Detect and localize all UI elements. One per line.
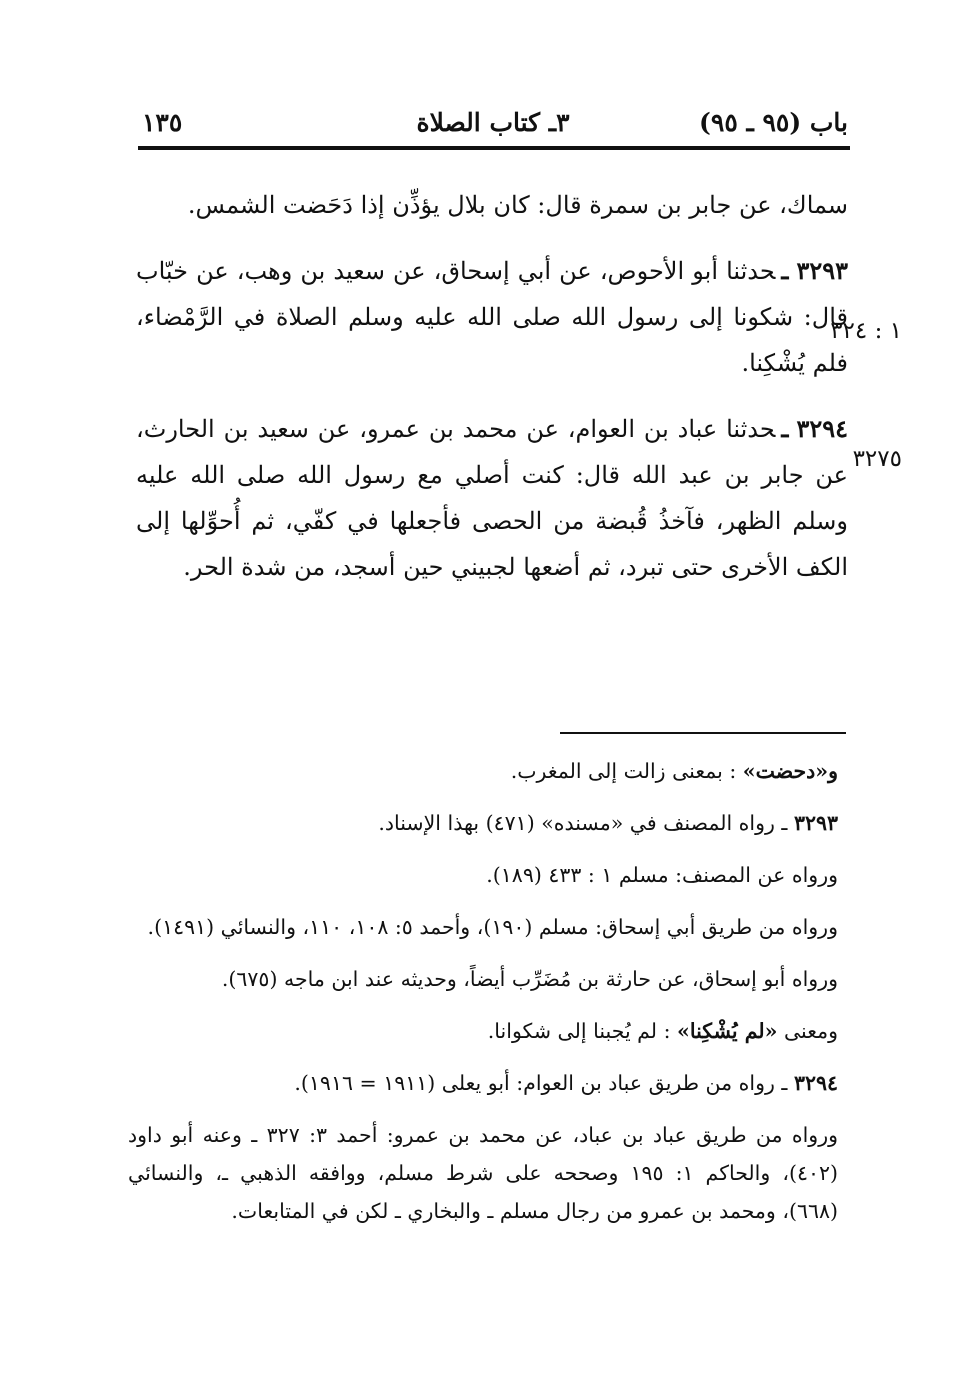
book-title: ٣ـ كتاب الصلاة xyxy=(416,108,570,137)
footnote-text: : لم يُجبنا إلى شكوانا. xyxy=(487,1019,671,1043)
footnote-2 xyxy=(128,804,838,842)
page-number: ١٣٥ xyxy=(142,108,183,137)
footnote-7 xyxy=(128,1064,838,1102)
margin-ref-2: ٣٢٧٥ xyxy=(852,446,902,472)
footnote-6 xyxy=(128,1012,838,1050)
chapter-heading: باب (٩٥ ـ ٩٥) xyxy=(699,108,848,137)
footnote-8: ورواه من طريق عباد بن عباد، عن محمد بن عمرو: أحمد ٣: ٣٢٧ ـ وعنه أبو داود (٤٠٢)، والحاكم ١: ١٩٥ وصححه على شرط مسلم، ووافقه الذهبي ـ، والنسائي (٦٦٨)، ومحمد بن عمرو من رجال مسلم ـ والبخاري ـ لكن في المتابعات. xyxy=(128,1123,838,1223)
footnote-3: ورواه عن المصنف: مسلم ١ : ٤٣٣ (١٨٩). xyxy=(486,863,838,887)
footnote-text: : بمعنى زالت إلى المغرب. xyxy=(510,759,737,783)
footnote-term: و«دحضت» xyxy=(742,759,838,783)
hadith-dash: ـ xyxy=(781,256,789,285)
hadith-number: ٣٢٩٤ xyxy=(796,414,848,443)
footnote-number: ٣٢٩٣ xyxy=(793,811,838,835)
footnote-5: ورواه أبو إسحاق، عن حارثة بن مُضَرِّب أيضاً، وحديثه عند ابن ماجه (٦٧٥). xyxy=(221,967,838,991)
hadith-text: حدثنا أبو الأحوص، عن أبي إسحاق، عن سعيد بن وهب، عن خبّاب قال: شكونا إلى رسول الله صلى الله عليه وسلم الصلاة في الرَّمْضاء، فلم يُشْكِنا. xyxy=(136,257,848,377)
hadith-dash: ـ xyxy=(781,414,789,443)
main-text xyxy=(136,182,848,590)
running-header xyxy=(138,98,848,142)
footnote-term: «لم يُشْكِنا» xyxy=(677,1019,778,1043)
paragraph-continuation: سماك، عن جابر بن سمرة قال: كان بلال يؤذِّن إذا دَحَضت الشمس. xyxy=(187,191,848,219)
footnote-1 xyxy=(128,752,838,790)
footnote-separator xyxy=(560,732,846,734)
footnote-number: ٣٢٩٤ xyxy=(793,1071,838,1095)
footnote-lead: ومعنى xyxy=(783,1019,838,1043)
footnotes xyxy=(128,752,838,1236)
footnote-text: ـ رواه المصنف في «مسنده» (٤٧١) بهذا الإسناد. xyxy=(378,811,788,835)
hadith-3294 xyxy=(136,406,848,590)
footnote-text: ـ رواه من طريق عباد بن العوام: أبو يعلى (١٩١١ = ١٩١٦). xyxy=(294,1071,788,1095)
footnote-4: ورواه من طريق أبي إسحاق: مسلم (١٩٠)، وأحمد ٥: ١٠٨، ١١٠، والنسائي (١٤٩١). xyxy=(147,915,838,939)
hadith-text: حدثنا عباد بن العوام، عن محمد بن عمرو، عن سعيد بن الحارث، عن جابر بن عبد الله قال: كنت أصلي مع رسول الله صلى الله عليه وسلم الظهر، فآخذُ قُبضة من الحصى فأجعلها في كفّي، ثم أُحوِّلها إلى الكف الأخرى حتى تبرد، ثم أضعها لجبيني حين أسجد، من شدة الحر. xyxy=(136,415,848,581)
hadith-number: ٣٢٩٣ xyxy=(796,256,848,285)
header-rule xyxy=(138,146,850,150)
hadith-3293 xyxy=(136,248,848,386)
margin-ref-1: ١ : ٣٢٤ xyxy=(830,318,902,344)
